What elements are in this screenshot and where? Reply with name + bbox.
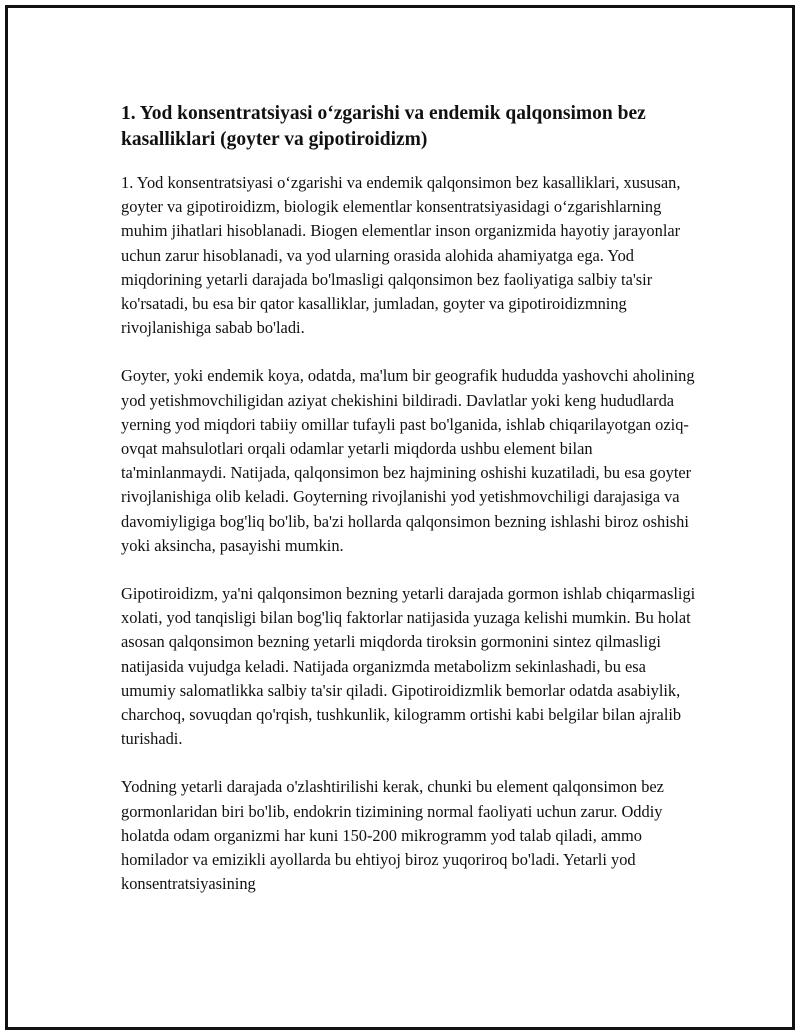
paragraph-intro: 1. Yod konsentratsiyasi o‘zgarishi va endemik qalqonsimon bez kasalliklari, xususan, goyter va gipotiroidizm, biologik elementlar konsentratsiyasidagi o‘zgarishlarning muhim jihatlari hisoblanadi. Biogen elementlar inson organizmida hayotiy jarayonlar uchun zarur hisoblanadi, va yod ularning orasida alohida ahamiyatga ega. Yod miqdorining yetarli darajada bo'lmasligi qalqonsimon bez faoliyatiga salbiy ta'sir ko'rsatadi, bu esa bir qator kasalliklar, jumladan, goyter va gipotiroidizmning rivojlanishiga sabab bo'ladi. <box>121 173 681 338</box>
page-frame <box>5 5 795 1030</box>
document-body <box>121 101 701 920</box>
paragraph-hypothyroidism: Gipotiroidizm, ya'ni qalqonsimon bezning yetarli darajada gormon ishlab chiqarmasligi xolati, yod tanqisligi bilan bog'liq faktorlar natijasida yuzaga kelishi mumkin. Bu holat asosan qalqonsimon bezning yetarli miqdorda tiroksin gormonini sintez qilmasligi natijasida vujudga keladi. Natijada organizmda metabolizm sekinlashadi, bu esa umumiy salomatlikka salbiy ta'sir qiladi. Gipotiroidizmlik bemorlar odatda asabiylik, charchoq, sovuqdan qo'rqish, tushkunlik, kilogramm ortishi kabi belgilar bilan ajralib turishadi. <box>121 584 696 749</box>
paragraph-iodine-intake: Yodning yetarli darajada o'zlashtirilishi kerak, chunki bu element qalqonsimon bez gormonlaridan biri bo'lib, endokrin tizimining normal faoliyati uchun zarur. Oddiy holatda odam organizmi har kuni 150-200 mikrogramm yod talab qiladi, ammo homilador va emizikli ayollarda bu ehtiyoj biroz yuqoriroq bo'ladi. Yetarli yod konsentratsiyasining <box>121 777 664 894</box>
paragraph-goiter: Goyter, yoki endemik koya, odatda, ma'lum bir geografik hududda yashovchi aholining yod yetishmovchiligidan aziyat chekishini bildiradi. Davlatlar yoki keng hududlarda yerning yod miqdori tabiiy omillar tufayli past bo'lganida, ishlab chiqarilayotgan oziq-ovqat mahsulotlari orqali odamlar yetarli miqdorda ushbu element bilan ta'minlanmaydi. Natijada, qalqonsimon bez hajmining oshishi kuzatiladi, bu esa goyter rivojlanishiga olib keladi. Goyterning rivojlanishi yod yetishmovchiligi darajasiga va davomiyligiga bog'liq bo'lib, ba'zi hollarda qalqonsimon bezning ishlashi biroz oshishi yoki aksincha, pasayishi mumkin. <box>121 366 695 555</box>
document-title: 1. Yod konsentratsiyasi o‘zgarishi va endemik qalqonsimon bez kasalliklari (goyter va gipotiroidizm) <box>121 103 646 150</box>
